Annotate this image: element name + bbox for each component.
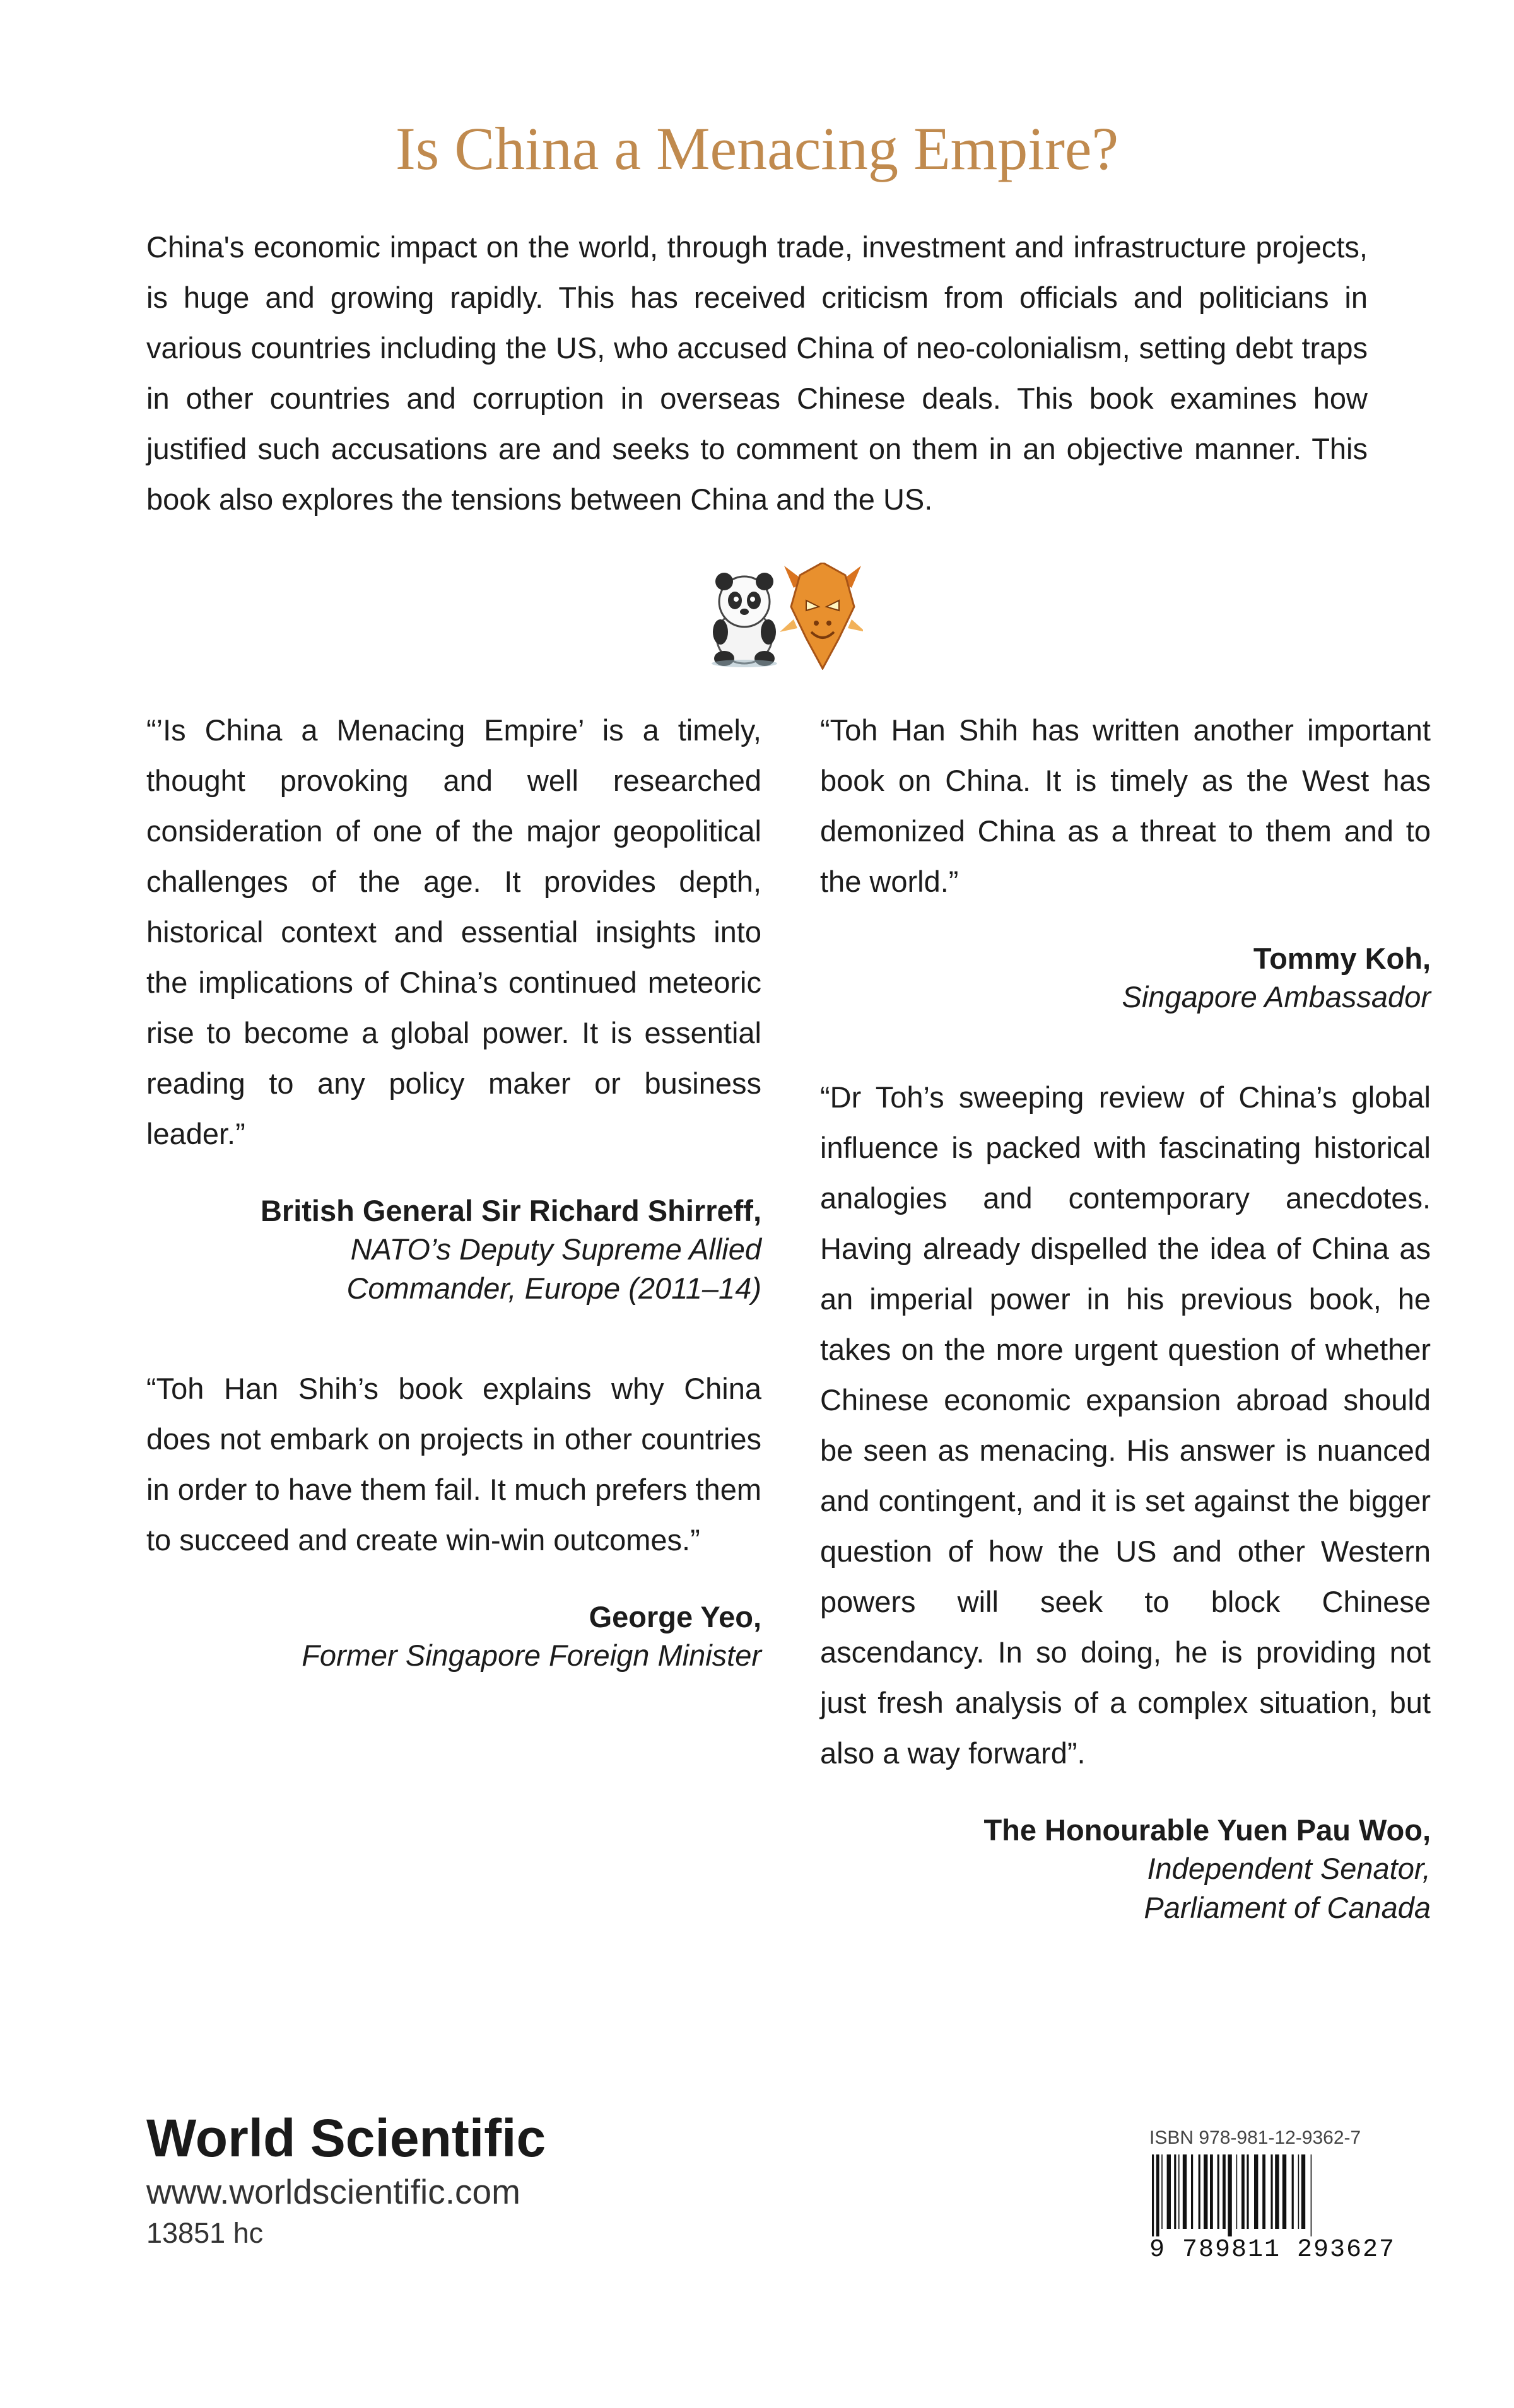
endorser-title: Parliament of Canada: [1144, 1891, 1431, 1924]
mascot-illustration: [705, 563, 863, 670]
endorsement-quote: “Toh Han Shih has written another important book on China. It is timely as the West has demonized China as a threat to them and to the world.”: [820, 713, 1431, 898]
endorsement-yeo: [146, 1364, 761, 1675]
barcode-bar: [1298, 2154, 1300, 2229]
endorsement-quote: “Toh Han Shih’s book explains why China does not embark on projects in other countries in order to have them fail. It much prefers them to succeed and create win-win outcomes.”: [146, 1372, 761, 1557]
barcode-bar: [1218, 2154, 1219, 2229]
barcode-icon: [1149, 2154, 1427, 2236]
barcode-bar: [1254, 2154, 1258, 2229]
book-title: Is China a Menacing Empire?: [395, 115, 1119, 182]
barcode-bar: [1282, 2154, 1286, 2229]
endorser-name: George Yeo,: [589, 1600, 761, 1634]
barcode-bar: [1241, 2154, 1245, 2229]
endorsement-shirreff: [146, 705, 761, 1308]
barcode-bar: [1156, 2154, 1159, 2236]
endorser-name: Tommy Koh,: [1253, 942, 1431, 975]
barcode-bar: [1262, 2154, 1265, 2229]
left-endorsements: [146, 705, 761, 1675]
barcode-bar: [1228, 2154, 1231, 2236]
panda-icon: [712, 573, 777, 667]
product-code: 13851 hc: [146, 2217, 264, 2249]
barcode-bar: [1223, 2154, 1226, 2229]
barcode-bar: [1247, 2154, 1248, 2229]
barcode-bar: [1191, 2154, 1193, 2229]
endorser-title: Singapore Ambassador: [1122, 980, 1431, 1014]
isbn-block: [1149, 2125, 1427, 2264]
endorser-name: British General Sir Richard Shirreff,: [260, 1194, 761, 1227]
endorsement-koh: [820, 705, 1431, 1017]
right-endorsements: [820, 705, 1431, 1927]
isbn-digits: 9 789811 293627: [1149, 2236, 1396, 2264]
endorsement-quote: “’Is China a Menacing Empire’ is a timely, thought provoking and well researched consideration of one of the major geopolitical challenges of the age. It provides depth, historical context and essential insights into the implications of China’s continued meteoric rise to become a global power. It is essential reading to any policy maker or business leader.”: [146, 713, 761, 1150]
barcode-bar: [1199, 2154, 1200, 2229]
barcode-bar: [1270, 2154, 1272, 2229]
barcode-bar: [1236, 2154, 1238, 2229]
isbn-label: ISBN 978-981-12-9362-7: [1149, 2127, 1361, 2148]
dragon-icon: [780, 563, 863, 669]
endorsement-quote: “Dr Toh’s sweeping review of China’s global influence is packed with fascinating historical analogies and contemporary anecdotes. Having already dispelled the idea of China as an imperial power in his previous book, he takes on the more urgent question of whether Chinese economic expansion abroad should be seen as menacing. His answer is nuanced and contingent, and it is set against the bigger question of how the US and other Western powers will seek to block Chinese ascendancy. In so doing, he is providing not just fresh analysis of a complex situation, but also a way forward”.: [820, 1080, 1431, 1770]
endorser-title: Commander, Europe (2011–14): [346, 1271, 761, 1305]
endorser-title: NATO’s Deputy Supreme Allied: [350, 1232, 761, 1266]
barcode-bar: [1161, 2154, 1163, 2229]
barcode-bar: [1292, 2154, 1294, 2229]
endorsement-woo: [820, 1072, 1431, 1927]
barcode-bar: [1178, 2154, 1180, 2229]
barcode-bar: [1152, 2154, 1154, 2236]
barcode-bar: [1301, 2154, 1305, 2229]
barcode-bar: [1183, 2154, 1187, 2229]
endorser-title: Independent Senator,: [1147, 1852, 1431, 1885]
publisher-block: [146, 2107, 714, 2253]
barcode-bar: [1311, 2154, 1312, 2236]
endorser-title: Former Singapore Foreign Minister: [302, 1639, 761, 1672]
publisher-url: www.worldscientific.com: [146, 2172, 520, 2211]
barcode-bar: [1210, 2154, 1213, 2229]
barcode-bar: [1275, 2154, 1279, 2229]
barcode-bar: [1167, 2154, 1171, 2229]
endorser-name: The Honourable Yuen Pau Woo,: [983, 1813, 1431, 1847]
barcode-bar: [1204, 2154, 1207, 2229]
publisher-name: World Scientific: [146, 2108, 546, 2168]
book-description: China's economic impact on the world, through trade, investment and infrastructure projects, is huge and growing rapidly. This has received criticism from officials and politicians in various countries including the US, who accused China of neo-colonialism, setting debt traps in other countries and corruption in overseas Chinese deals. This book examines how justified such accusations are and seeks to comment on them in an objective manner. This book also explores the tensions between China and the US.: [146, 230, 1368, 516]
barcode-bar: [1174, 2154, 1176, 2229]
